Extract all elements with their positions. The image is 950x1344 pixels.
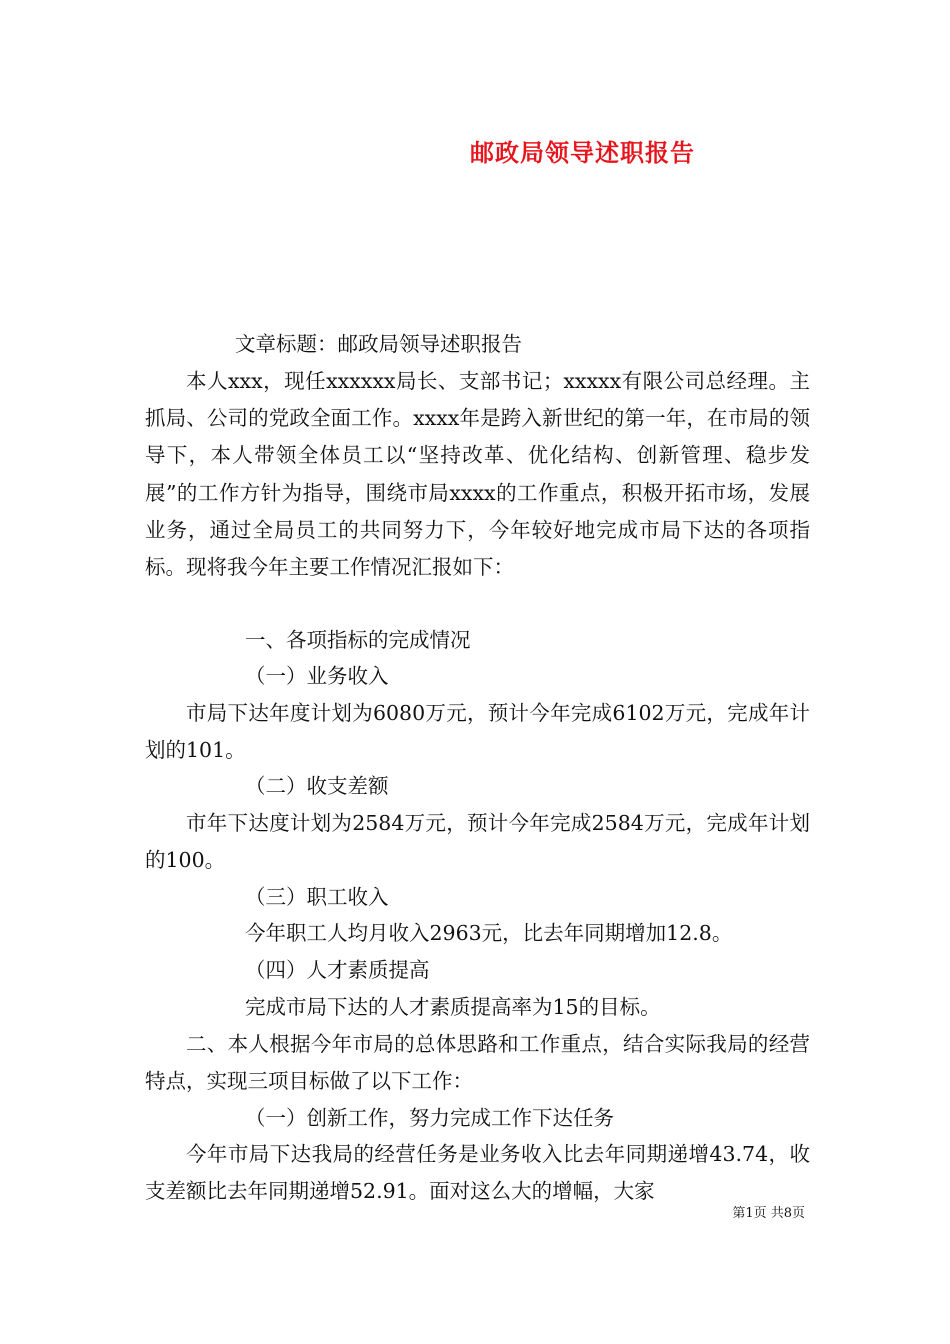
page-footer: 第1页 共8页 [732, 1206, 805, 1221]
sub1-text: 市局下达年度计划为6080万元，预计今年完成6102万元，完成年计划的101。 [145, 701, 810, 763]
article-label: 文章标题：邮政局领导述职报告 [235, 332, 522, 356]
intro-paragraph: 本人xxx，现任xxxxxx局长、支部书记；xxxxx有限公司总经理。主抓局、公司的党政全面工作。xxxx年是跨入新世纪的第一年，在市局的领导下，本人带领全体员工以“坚持改革、优化结构、创新管理、稳步发展”的工作方针为指导，围绕市局xxxx的工作重点，积极开拓市场，发展业务，通过全局员工的共同努力下，今年较好地完成市局下达的各项指标。现将我今年主要工作情况汇报如下： [145, 369, 810, 580]
document-title: 邮政局领导述职报告 [470, 138, 695, 167]
sec2-sub1-heading: （一）创新工作，努力完成工作下达任务 [245, 1106, 614, 1130]
sub3-text: 今年职工人均月收入2963元，比去年同期增加12.8。 [245, 921, 733, 945]
sub3-heading: （三）职工收入 [245, 885, 389, 909]
sub2-heading: （二）收支差额 [245, 774, 389, 798]
section1-heading: 一、各项指标的完成情况 [245, 628, 471, 652]
sub4-heading: （四）人才素质提高 [245, 958, 430, 982]
sec2-sub1-text: 今年市局下达我局的经营任务是业务收入比去年同期递增43.74，收支差额比去年同期递增52.91。面对这么大的增幅，大家 [145, 1142, 810, 1204]
sub4-text: 完成市局下达的人才素质提高率为15的目标。 [245, 995, 661, 1019]
sub2-text: 市年下达度计划为2584万元，预计今年完成2584万元，完成年计划的100。 [145, 811, 810, 873]
sub1-heading: （一）业务收入 [245, 664, 389, 688]
section2-heading: 二、本人根据今年市局的总体思路和工作重点，结合实际我局的经营特点，实现三项目标做了以下工作： [145, 1032, 810, 1094]
